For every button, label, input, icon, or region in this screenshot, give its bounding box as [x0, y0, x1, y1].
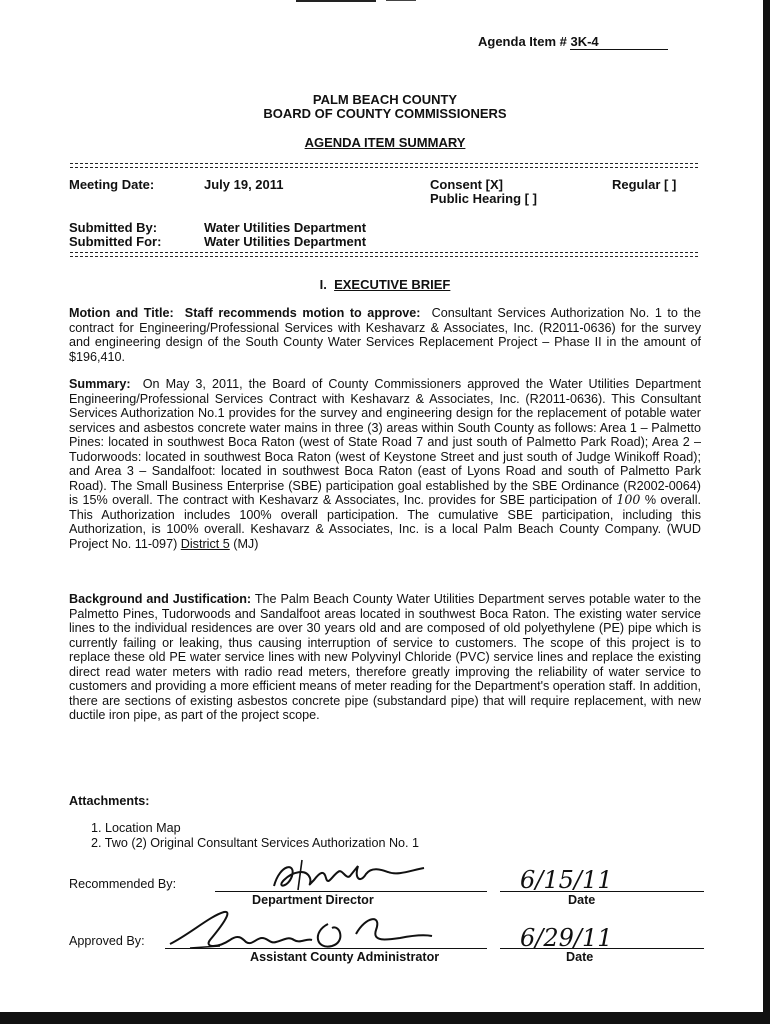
date-line [500, 891, 704, 892]
motion-heading: Motion and Title: [69, 306, 174, 320]
section-numeral: I. [319, 277, 327, 292]
page-edge [0, 1012, 770, 1024]
section-heading [0, 277, 770, 292]
board-name: BOARD OF COUNTY COMMISSIONERS [263, 106, 507, 121]
director-signature [262, 858, 432, 894]
submitted-by-label: Submitted By: [69, 220, 158, 235]
attachment-item: 2. Two (2) Original Consultant Services Authorization No. 1 [91, 836, 420, 850]
handwritten-percentage: 100 [616, 492, 641, 508]
submitted-for-value: Water Utilities Department [204, 234, 367, 249]
approved-by-label: Approved By: [69, 934, 145, 948]
summary-body-b: % overall. This Authorization includes 100% overall participation. The cumulative SBE participation, including this Authorization, is 100% overall. Keshavarz & Associates, Inc. is a local Palm Beach County Company. (WUD Project No. 11-097) [69, 493, 702, 552]
signature-line [215, 891, 487, 892]
divider-rule [70, 252, 698, 253]
agenda-item-value: 3K-4 [570, 34, 668, 50]
agenda-item-number [478, 34, 668, 50]
approved-date-handwritten: 6/29/11 [520, 924, 613, 952]
agenda-item-label: Agenda Item # [478, 34, 567, 49]
recommended-by-label: Recommended By: [69, 877, 177, 891]
page-edge-mark [296, 0, 376, 2]
background-body: The Palm Beach County Water Utilities Department serves potable water to the Palmetto Pines, Tudorwoods and Sandalfoot areas located in southwest Boca Raton. The existing water service lines to the individual residences are over 30 years old and are composed of old polyethylene (PE) pipe which is currently failing or leaking, thus causing interruption of service to customers. The scope of this project is to replace these old PE water service lines with new Polyvinyl Chloride (PVC) service lines and replace the existing direct read water meters with radio read meters, therefore greatly improving the reliability of water service to customers and providing a more efficient means of meter reading for the Department's operation staff. In addition, there are sections of existing asbestos concrete pipe (substandard pipe) that will require replacement, with new ductile iron pipe, as part of the project scope. [69, 592, 701, 723]
submitted-for-label: Submitted For: [69, 234, 162, 249]
consent-checkbox: Consent [X] [430, 177, 503, 192]
meeting-date-value: July 19, 2011 [204, 177, 284, 192]
date-line [500, 948, 704, 949]
summary-paragraph [69, 377, 701, 552]
director-role: Department Director [252, 893, 374, 907]
divider-rule [70, 163, 698, 164]
date-label: Date [566, 950, 594, 964]
motion-body: Consultant Services Authorization No. 1 to the contract for Engineering/Professional Services with Keshavarz & Associates, Inc. (R2011-0636) for the survey and engineering design of the South County Water Services Replacement Project – Phase II in the amount of $196,410. [69, 306, 701, 364]
motion-paragraph [69, 306, 701, 364]
summary-body-a: On May 3, 2011, the Board of County Commissioners approved the Water Utilities Department Engineering/Professional Services Contract with Keshavarz & Associates, Inc. (R2011-0636). This Consultant Services Authorization No.1 provides for the survey and engineering design for the replacement of potable water services and asbestos concrete water mains in three (3) areas within South County as follows: Area 1 – Palmetto Pines: located in southwest Boca Raton (west of State Road 7 and just south of Palmetto Park Road); Area 2 – Tudorwoods: located in southwest Boca Raton (west of Keystone Street and just south of Judge Winikoff Road); and Area 3 – Sandalfoot: located in southwest Boca Raton (east of Lyons Road and south of Palmetto Park Road). The Small Business Enterprise (SBE) participation goal established by the SBE Ordinance (R2002-0064) is 15% overall. The contract with Keshavarz & Associates, Inc. provides for SBE participation of [69, 377, 701, 508]
document-title: AGENDA ITEM SUMMARY [304, 135, 466, 150]
administrator-role: Assistant County Administrator [250, 950, 440, 964]
divider-rule [70, 256, 698, 257]
recommended-date-handwritten: 6/15/11 [520, 866, 613, 894]
page-edge-mark [386, 0, 416, 1]
regular-checkbox: Regular [ ] [612, 177, 677, 192]
background-paragraph [69, 592, 701, 723]
author-initials: (MJ) [233, 537, 259, 552]
district-reference: District 5 [180, 537, 230, 552]
date-label: Date [568, 893, 596, 907]
attachment-item: 1. Location Map [91, 821, 181, 835]
attachments-heading: Attachments: [69, 794, 150, 808]
page-edge [763, 0, 770, 1024]
summary-heading: Summary: [69, 377, 131, 391]
submitted-by-value: Water Utilities Department [204, 220, 367, 235]
meeting-date-label: Meeting Date: [69, 177, 155, 192]
section-title: EXECUTIVE BRIEF [334, 277, 451, 292]
motion-lead: Staff recommends motion to approve: [184, 306, 421, 320]
public-hearing-checkbox: Public Hearing [ ] [430, 191, 537, 206]
background-heading: Background and Justification: [69, 592, 252, 606]
signature-line [165, 948, 487, 949]
divider-rule [70, 167, 698, 168]
county-name: PALM BEACH COUNTY [312, 92, 458, 107]
